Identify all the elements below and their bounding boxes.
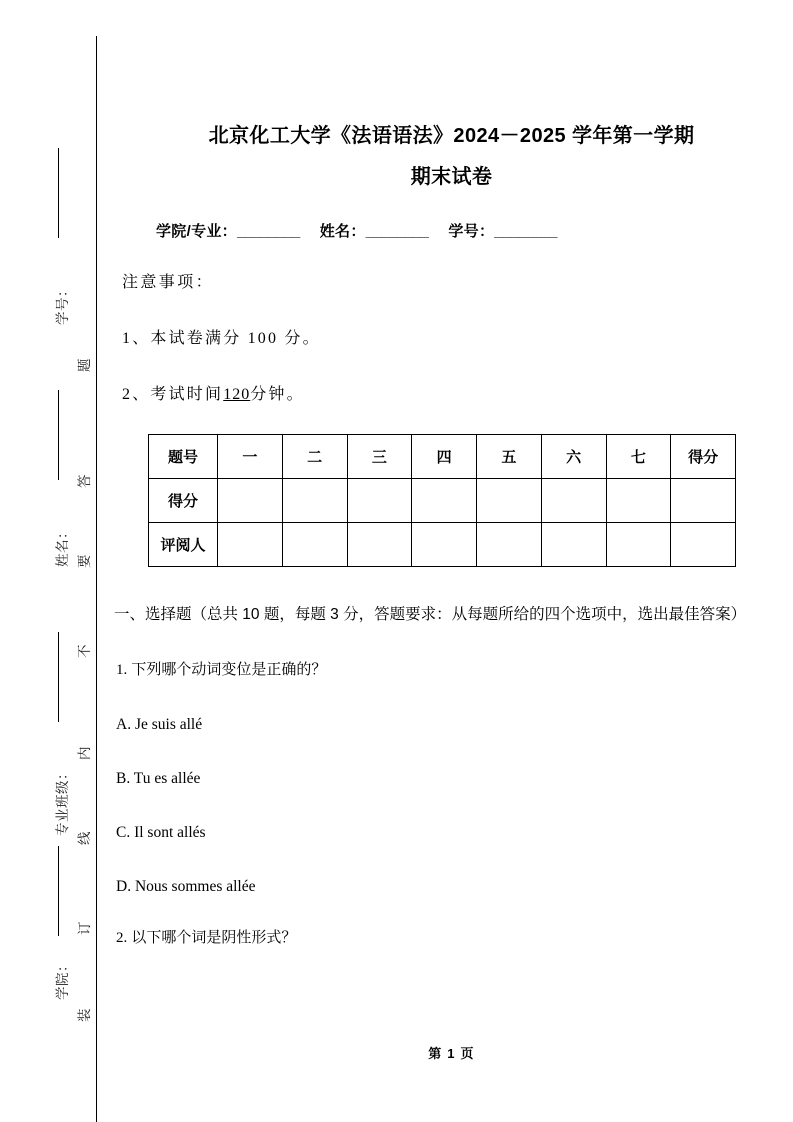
page-title — [110, 0, 793, 198]
note-item-1-text: 1、本试卷满分 100 分。 — [122, 330, 321, 347]
binding-seal-char: 题 — [77, 358, 92, 372]
question-1-number: 1. — [116, 662, 128, 678]
binding-seal-char: 装 — [77, 1008, 92, 1022]
score-table-header-cell: 六 — [541, 435, 606, 479]
binding-seal-char: 订 — [77, 921, 92, 935]
binding-vertical-rule — [96, 36, 97, 1122]
reviewer-cell[interactable] — [347, 523, 412, 567]
table-row — [149, 479, 736, 523]
question-1-option-d[interactable]: D. Nous sommes allée — [116, 878, 256, 895]
score-table-header-cell: 得分 — [671, 435, 736, 479]
binding-label-name: 姓名： — [55, 525, 70, 567]
question-1-option-c[interactable]: C. Il sont allés — [116, 824, 206, 841]
reviewer-cell[interactable] — [606, 523, 671, 567]
score-cell[interactable] — [347, 479, 412, 523]
score-table-header-cell: 五 — [477, 435, 542, 479]
score-table-header-cell: 七 — [606, 435, 671, 479]
student-id-label: 学号： — [448, 223, 495, 240]
question-1-option-a[interactable]: A. Je suis allé — [116, 716, 203, 733]
page-title-line-1: 北京化工大学《法语语法》2024－2025 学年第一学期 — [208, 125, 695, 147]
note-item-1 — [110, 325, 793, 348]
score-cell[interactable] — [671, 479, 736, 523]
score-table — [148, 434, 736, 567]
binding-seal-char: 要 — [77, 554, 92, 568]
reviewer-cell[interactable] — [671, 523, 736, 567]
question-2-text: 以下哪个词是阴性形式？ — [131, 929, 297, 946]
question-1 — [110, 659, 793, 681]
binding-label-class: 专业班级： — [55, 766, 70, 836]
score-cell[interactable] — [412, 479, 477, 523]
score-cell[interactable] — [606, 479, 671, 523]
score-cell[interactable] — [282, 479, 347, 523]
question-2-number: 2. — [116, 930, 128, 946]
binding-seal-char: 答 — [77, 474, 92, 488]
score-cell[interactable] — [218, 479, 283, 523]
binding-seal-char: 线 — [77, 831, 92, 845]
binding-seal-char: 内 — [77, 746, 92, 760]
note-item-2-suffix: 分钟。 — [250, 386, 305, 403]
college-major-label: 学院/专业： — [156, 223, 237, 240]
student-id-blank[interactable]: ________ — [494, 223, 558, 240]
note-item-2 — [110, 381, 793, 404]
score-table-row-label: 评阅人 — [149, 523, 218, 567]
binding-label-college: 学院： — [55, 958, 70, 1000]
question-1-text: 下列哪个动词变位是正确的？ — [131, 661, 327, 678]
score-table-header-cell: 三 — [347, 435, 412, 479]
question-2 — [110, 927, 793, 949]
reviewer-cell[interactable] — [282, 523, 347, 567]
reviewer-cell[interactable] — [412, 523, 477, 567]
exam-content — [110, 0, 793, 1122]
score-table-header-cell: 二 — [282, 435, 347, 479]
binding-blank-rule-class — [58, 632, 59, 722]
section-heading: 一、选择题（总共 10 题，每题 3 分，答题要求：从每题所给的四个选项中，选出最佳答案） — [114, 606, 747, 623]
score-table-header-cell: 一 — [218, 435, 283, 479]
name-label: 姓名： — [319, 223, 366, 240]
binding-label-student-id: 学号： — [55, 283, 70, 325]
page-title-line-2: 期末试卷 — [410, 166, 493, 188]
college-major-blank[interactable]: ________ — [236, 223, 300, 240]
table-row — [149, 435, 736, 479]
reviewer-cell[interactable] — [477, 523, 542, 567]
table-row — [149, 523, 736, 567]
student-info-line — [110, 220, 793, 241]
binding-margin — [0, 0, 110, 1122]
binding-blank-rule-name — [58, 390, 59, 480]
score-table-header-cell: 题号 — [149, 435, 218, 479]
question-1-option-b[interactable]: B. Tu es allée — [116, 770, 201, 787]
note-item-2-prefix: 2、考试时间 — [122, 386, 224, 403]
score-table-header-cell: 四 — [412, 435, 477, 479]
binding-seal-char: 不 — [77, 644, 92, 658]
notes-heading: 注意事项： — [122, 274, 215, 291]
binding-blank-rule-student-id — [58, 148, 59, 238]
exam-duration-value: 120 — [223, 386, 251, 403]
name-blank[interactable]: ________ — [365, 223, 429, 240]
binding-blank-rule-college — [58, 846, 59, 936]
page-footer: 第 1 页 — [428, 1046, 475, 1061]
score-cell[interactable] — [477, 479, 542, 523]
reviewer-cell[interactable] — [541, 523, 606, 567]
score-cell[interactable] — [541, 479, 606, 523]
score-table-row-label: 得分 — [149, 479, 218, 523]
reviewer-cell[interactable] — [218, 523, 283, 567]
